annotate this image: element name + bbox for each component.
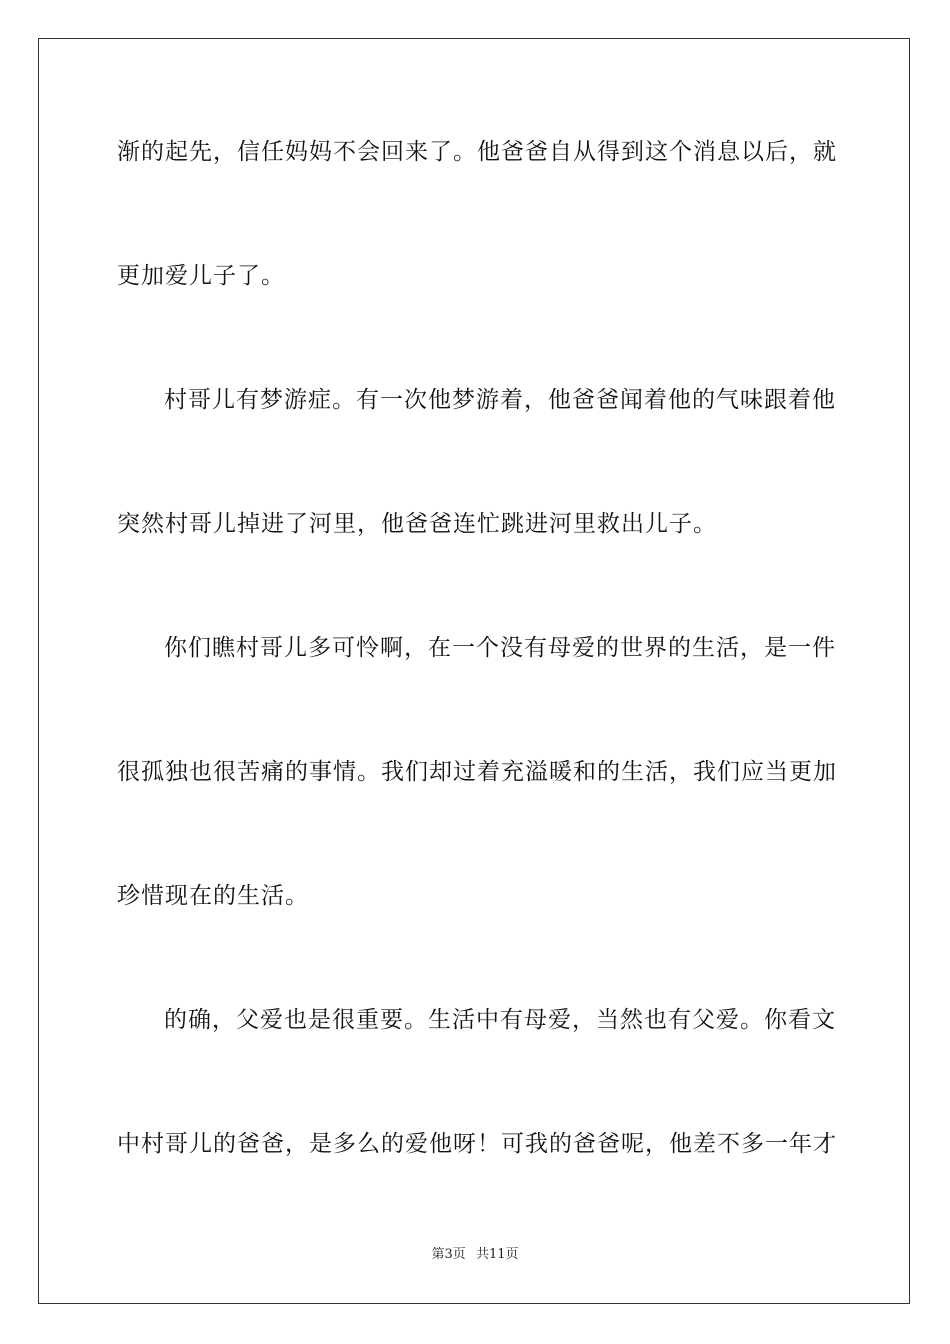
text-line-6: 很孤独也很苦痛的事情。我们却过着充溢暖和的生活，我们应当更加 xyxy=(117,759,837,785)
paragraph-start-line-3: 村哥儿有梦游症。有一次他梦游着，他爸爸闻着他的气味跟着他 xyxy=(164,387,836,413)
text-line-7: 珍惜现在的生活。 xyxy=(117,883,309,909)
page-number: 第3页 xyxy=(431,1247,466,1262)
text-line-4: 突然村哥儿掉进了河里，他爸爸连忙跳进河里救出儿子。 xyxy=(117,511,717,537)
paragraph-start-line-5: 你们瞧村哥儿多可怜啊，在一个没有母爱的世界的生活，是一件 xyxy=(164,635,836,661)
page-border xyxy=(38,38,910,1304)
paragraph-start-line-8: 的确，父爱也是很重要。生活中有母爱，当然也有父爱。你看文 xyxy=(164,1007,836,1033)
page-total: 共11页 xyxy=(475,1247,519,1262)
text-line-1: 渐的起先，信任妈妈不会回来了。他爸爸自从得到这个消息以后，就 xyxy=(117,139,837,165)
page-footer xyxy=(0,1246,950,1264)
text-line-2: 更加爱儿子了。 xyxy=(117,263,285,289)
text-line-9: 中村哥儿的爸爸，是多么的爱他呀！可我的爸爸呢，他差不多一年才 xyxy=(117,1131,837,1157)
